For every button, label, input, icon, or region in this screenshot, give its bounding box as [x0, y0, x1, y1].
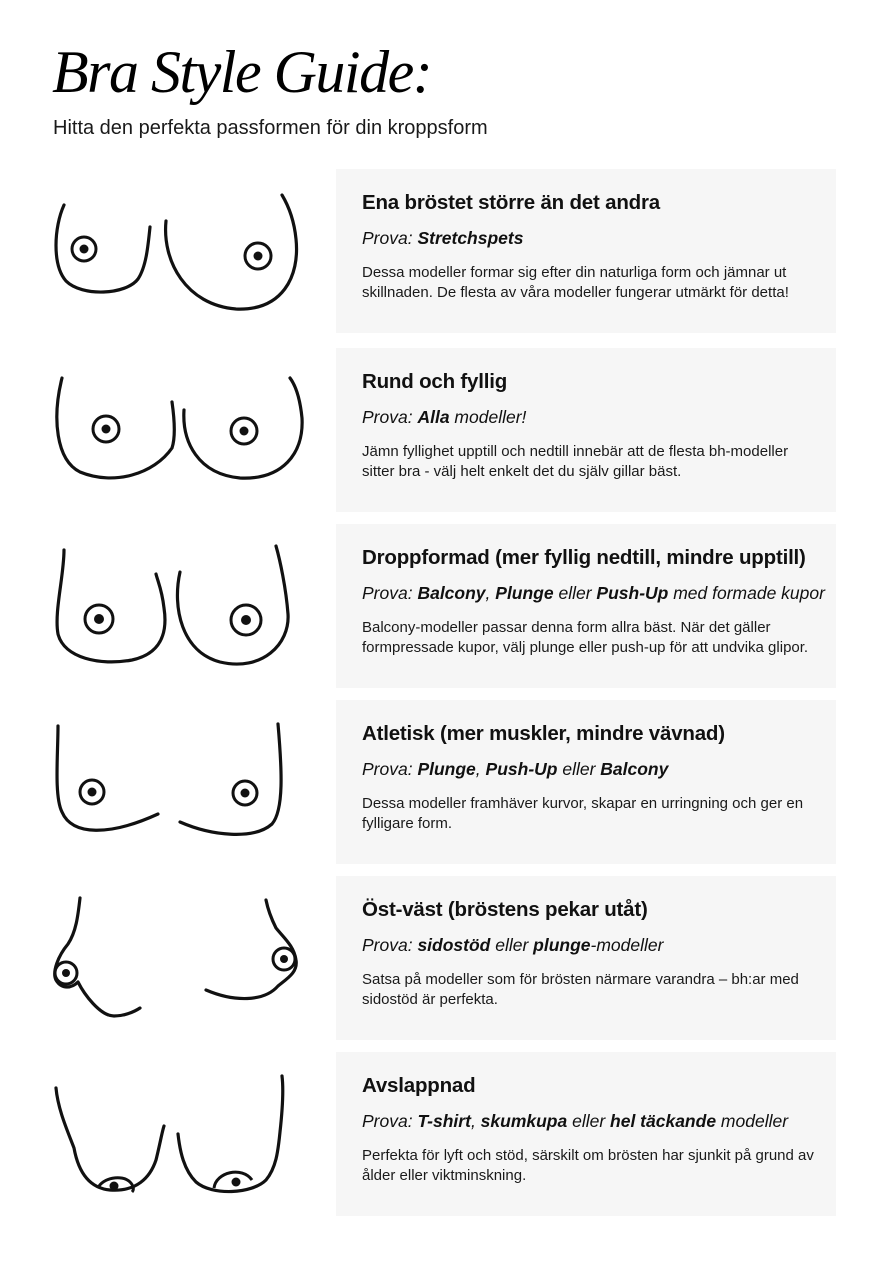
shape-heading: Öst-väst (bröstens pekar utåt)	[362, 898, 648, 921]
east-west-breasts-icon	[44, 876, 314, 1040]
shape-heading: Rund och fyllig	[362, 370, 508, 393]
shape-row-east-west	[0, 876, 894, 1040]
asymmetric-breasts-icon	[44, 169, 314, 333]
shape-heading: Avslappnad	[362, 1074, 476, 1097]
try-text: eller	[567, 1111, 611, 1131]
shape-description: Balcony-modeller passar denna form allra bäst. När det gäller formpressade kupor, välj plunge eller push-up för att undvika glipor.	[362, 619, 809, 656]
try-line	[362, 407, 824, 428]
try-line	[362, 1111, 824, 1132]
try-line	[362, 228, 824, 249]
try-text: modeller!	[449, 407, 527, 427]
try-text: modeller	[716, 1111, 789, 1131]
shape-description: Perfekta för lyft och stöd, särskilt om brösten har sjunkit på grund av ålder eller viktminskning.	[362, 1147, 814, 1184]
teardrop-breasts-icon	[44, 524, 314, 688]
try-text: eller	[553, 583, 597, 603]
shape-card	[336, 1052, 836, 1216]
try-model: skumkupa	[480, 1111, 568, 1131]
try-line	[362, 935, 824, 956]
try-model: Balcony	[600, 759, 669, 779]
try-prefix: Prova:	[362, 228, 413, 248]
try-prefix: Prova:	[362, 759, 413, 779]
try-model: T-shirt	[417, 1111, 471, 1131]
try-line	[362, 583, 824, 604]
shape-card	[336, 348, 836, 512]
relaxed-breasts-icon	[44, 1052, 314, 1216]
shape-row-teardrop	[0, 524, 894, 688]
try-prefix: Prova:	[362, 935, 413, 955]
try-model: Stretchspets	[417, 228, 524, 248]
shape-description: Dessa modeller framhäver kurvor, skapar en urringning och ger en fylligare form.	[362, 795, 804, 832]
shape-card	[336, 169, 836, 333]
try-model: Balcony	[417, 583, 486, 603]
shape-heading: Atletisk (mer muskler, mindre vävnad)	[362, 722, 725, 745]
try-prefix: Prova:	[362, 1111, 413, 1131]
shape-row-asymmetric	[0, 169, 894, 333]
try-model: sidostöd	[417, 935, 491, 955]
shape-heading: Ena bröstet större än det andra	[362, 191, 660, 214]
page-title: Bra Style Guide:	[52, 39, 432, 105]
shape-description: Dessa modeller formar sig efter din naturliga form och jämnar ut skillnaden. De flesta av våra modeller fungerar utmärkt för detta!	[362, 264, 789, 301]
shape-card	[336, 876, 836, 1040]
try-text: ,	[475, 759, 486, 779]
shape-description: Jämn fyllighet upptill och nedtill innebär att de flesta bh-modeller sitter bra - välj helt enkelt det du själv gillar bäst.	[362, 443, 789, 480]
shape-row-athletic	[0, 700, 894, 864]
try-text: ,	[470, 1111, 481, 1131]
shape-card	[336, 700, 836, 864]
try-prefix: Prova:	[362, 407, 413, 427]
try-text: ,	[485, 583, 496, 603]
athletic-breasts-icon	[44, 700, 314, 864]
try-model: Plunge	[417, 759, 476, 779]
try-text: med formade kupor	[668, 583, 825, 603]
shape-row-relaxed	[0, 1052, 894, 1216]
try-model: Push-Up	[485, 759, 558, 779]
try-model: Plunge	[495, 583, 554, 603]
try-text: eller	[490, 935, 534, 955]
try-text: eller	[557, 759, 601, 779]
shape-description: Satsa på modeller som för brösten närmare varandra – bh:ar med sidostöd är perfekta.	[362, 971, 799, 1008]
try-model: plunge	[533, 935, 591, 955]
shape-card	[336, 524, 836, 688]
page-subtitle: Hitta den perfekta passformen för din kroppsform	[53, 117, 488, 139]
try-model: Push-Up	[596, 583, 669, 603]
try-text: -modeller	[590, 935, 664, 955]
try-line	[362, 759, 824, 780]
round-breasts-icon	[44, 348, 314, 512]
shape-row-round	[0, 348, 894, 512]
try-model: Alla	[417, 407, 450, 427]
try-model: hel täckande	[610, 1111, 717, 1131]
shape-heading: Droppformad (mer fyllig nedtill, mindre upptill)	[362, 546, 806, 569]
try-prefix: Prova:	[362, 583, 413, 603]
